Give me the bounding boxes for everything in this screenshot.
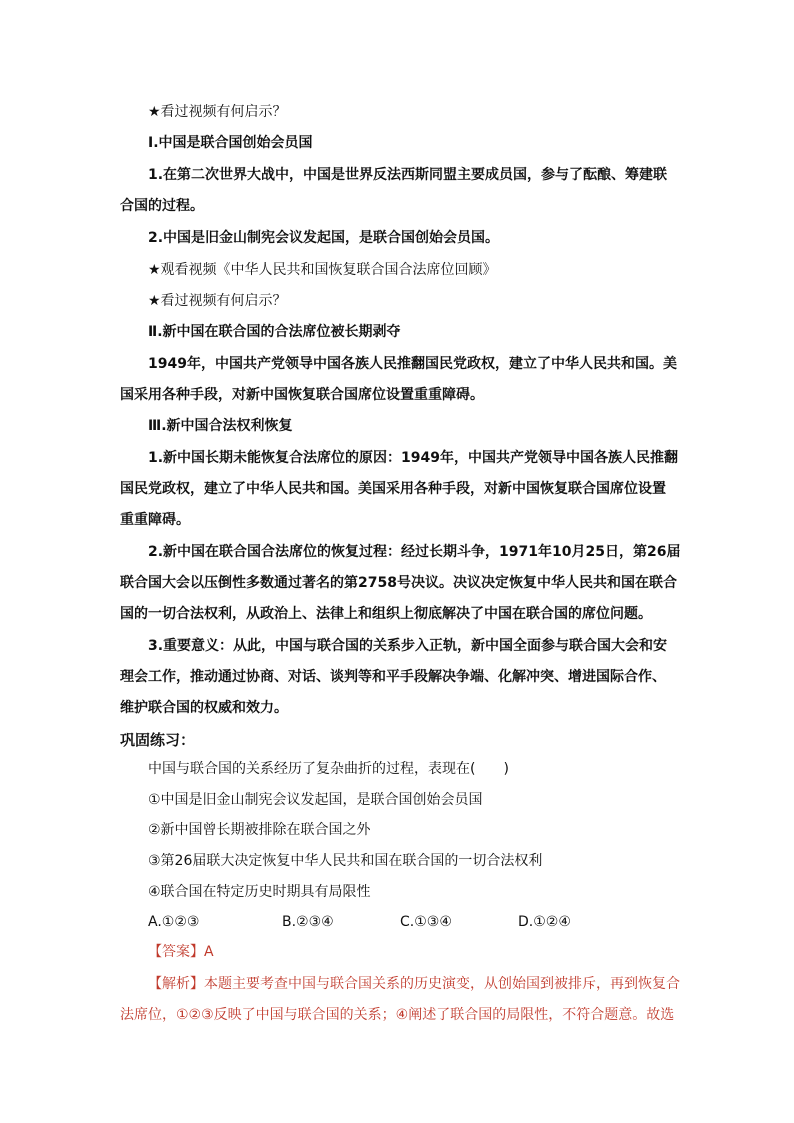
statement-3: ③第26届联大决定恢复中华人民共和国在联合国的一切合法权利 [148, 853, 543, 869]
paragraph-line: 1.新中国长期未能恢复合法席位的原因：1949年，中国共产党领导中国各族人民推翻 [148, 450, 679, 466]
paragraph-line: 重重障碍。 [120, 512, 190, 528]
analysis-label: 【解析】 [148, 976, 204, 992]
analysis-text: 本题主要考查中国与联合国关系的历史演变，从创始国到被排斥，再到恢复合 [204, 976, 680, 992]
paragraph-line: 1949年，中国共产党领导中国各族人民推翻国民党政权，建立了中华人民共和国。美 [148, 356, 677, 372]
answer-label: 【答案】 [148, 944, 204, 960]
answer-value: A [204, 944, 214, 960]
statement-2: ②新中国曾长期被排除在联合国之外 [148, 822, 371, 838]
option-d: D.①②④ [518, 914, 571, 930]
paragraph-line: 2.中国是旧金山制宪会议发起国，是联合国创始会员国。 [148, 230, 500, 246]
analysis-line-2: 法席位，①②③反映了中国与联合国的关系；④阐述了联合国的局限性，不符合题意。故选 [120, 1007, 675, 1023]
option-c: C.①③④ [400, 914, 452, 930]
paragraph-line: 国的一切合法权利，从政治上、法律上和组织上彻底解决了中国在联合国的席位问题。 [120, 606, 652, 622]
answer [148, 942, 214, 962]
prompt-line: ★看过视频有何启示？ [148, 104, 287, 120]
section-heading-2: Ⅱ.新中国在联合国的合法席位被长期剥夺 [148, 324, 401, 340]
question-stem: 中国与联合国的关系经历了复杂曲折的过程，表现在( ) [148, 761, 509, 777]
video-line: ★观看视频《中华人民共和国恢复联合国合法席位回顾》 [148, 262, 497, 278]
prompt-line: ★看过视频有何启示？ [148, 293, 287, 309]
paragraph-line: 3.重要意义：从此，中国与联合国的关系步入正轨，新中国全面参与联合国大会和安 [148, 638, 668, 654]
section-heading-3: Ⅲ.新中国合法权利恢复 [148, 418, 293, 434]
statement-4: ④联合国在特定历史时期具有局限性 [148, 884, 371, 900]
paragraph-line: 联合国大会以压倒性多数通过著名的第2758号决议。决议决定恢复中华人民共和国在联合 [120, 575, 677, 591]
paragraph-line: 理会工作，推动通过协商、对话、谈判等和平手段解决争端、化解冲突、增进国际合作、 [120, 669, 666, 685]
paragraph-line: 2.新中国在联合国合法席位的恢复过程：经过长期斗争，1971年10月25日，第26届 [148, 544, 681, 560]
paragraph-line: 1.在第二次世界大战中，中国是世界反法西斯同盟主要成员国，参与了酝酿、筹建联 [148, 167, 668, 183]
analysis-line-1 [148, 974, 680, 994]
option-b: B.②③④ [282, 914, 334, 930]
paragraph-line: 国民党政权，建立了中华人民共和国。美国采用各种手段，对新中国恢复联合国席位设置 [120, 481, 666, 497]
section-heading-1: Ⅰ.中国是联合国创始会员国 [148, 135, 313, 151]
exercise-heading: 巩固练习： [120, 731, 196, 749]
paragraph-line: 维护联合国的权威和效力。 [120, 700, 288, 716]
paragraph-line: 合国的过程。 [120, 198, 204, 214]
statement-1: ①中国是旧金山制宪会议发起国，是联合国创始会员国 [148, 792, 483, 808]
option-a: A.①②③ [148, 914, 200, 930]
paragraph-line: 国采用各种手段，对新中国恢复联合国席位设置重重障碍。 [120, 387, 484, 403]
